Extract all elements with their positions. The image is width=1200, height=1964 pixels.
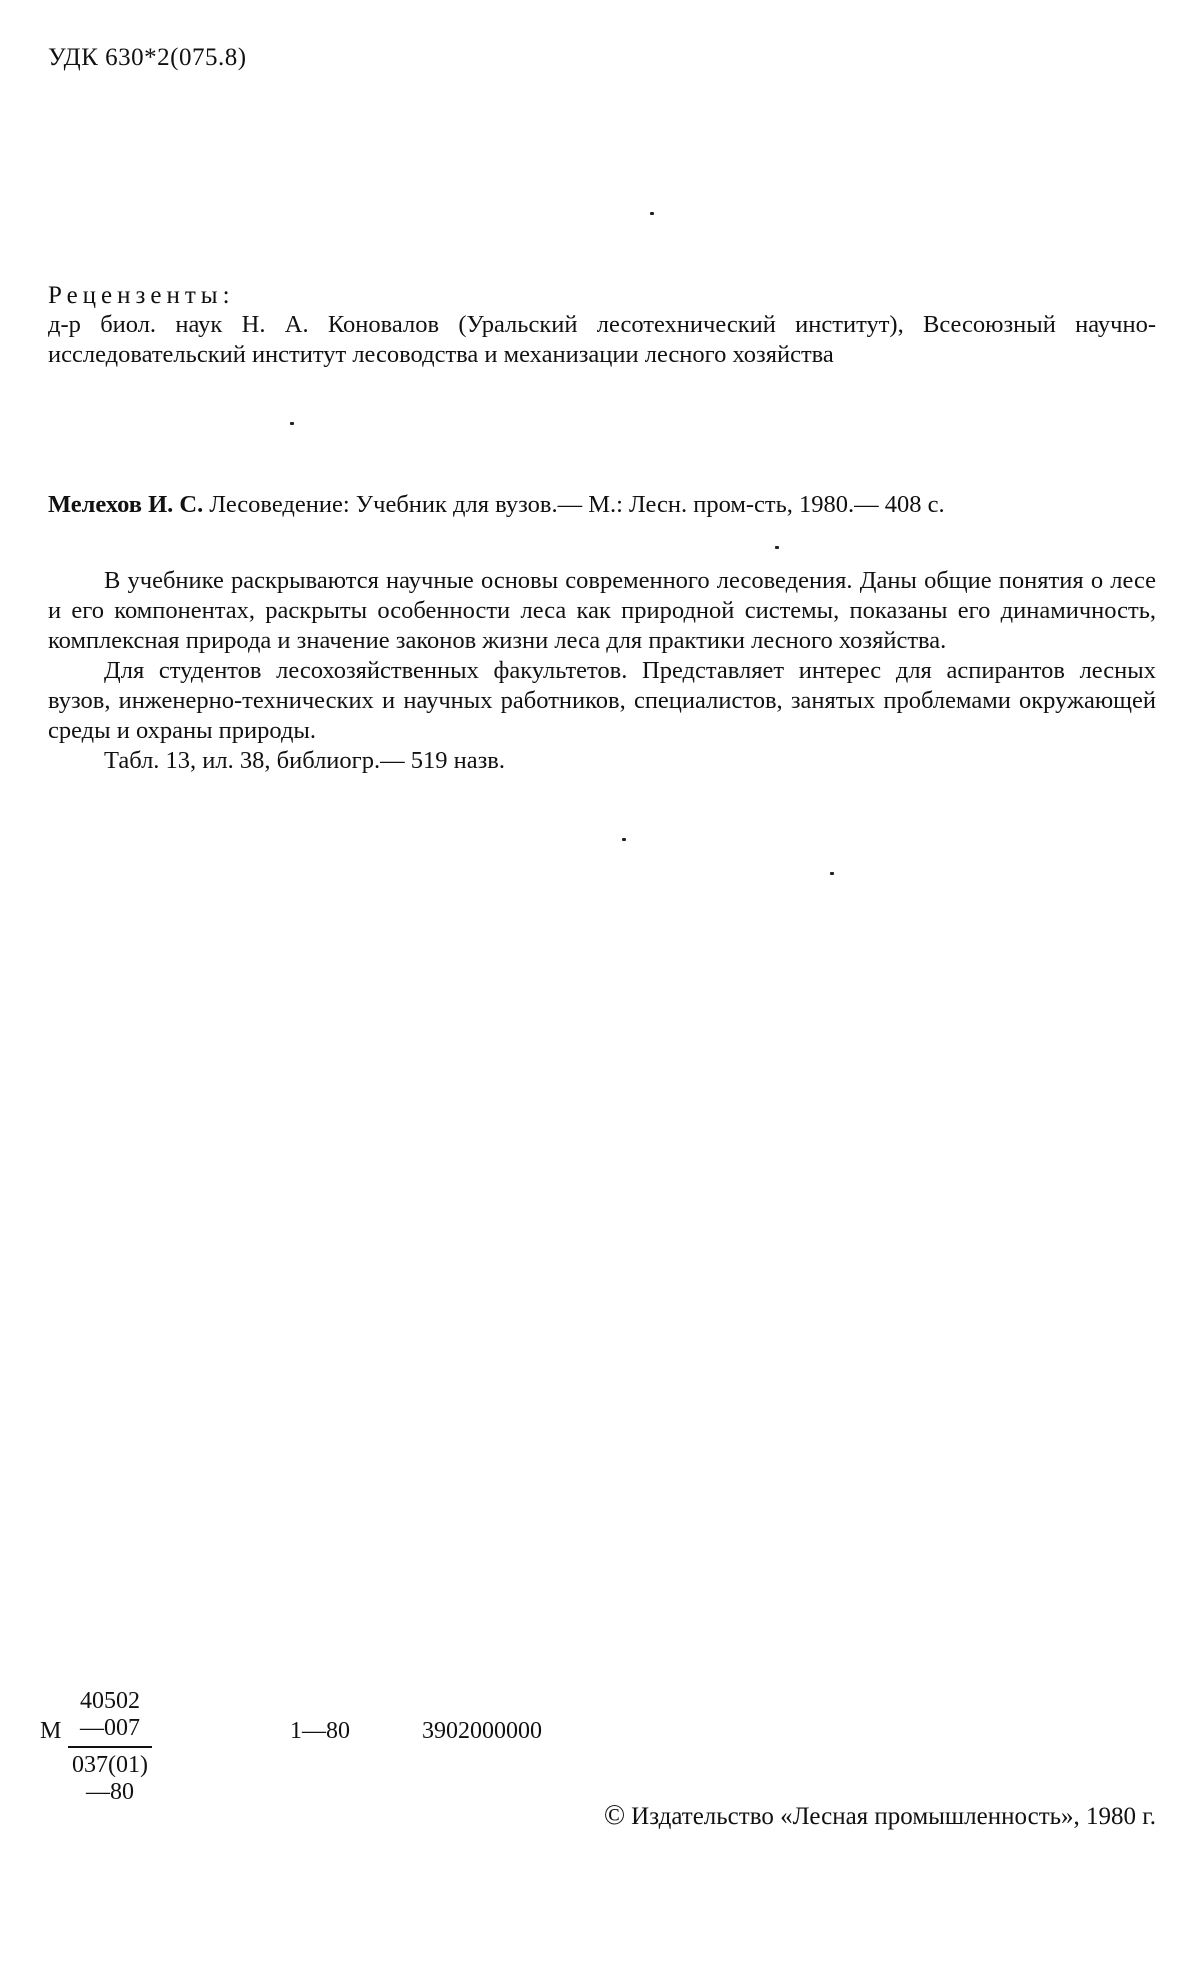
abstract [48, 566, 1156, 776]
scan-speck [290, 422, 294, 425]
bibliographic-details: Лесоведение: Учебник для вузов.— М.: Лесн. пром-сть, 1980.— 408 с. [203, 491, 945, 518]
bibliographic-record [48, 490, 1156, 520]
scan-speck [775, 546, 779, 549]
reviewers-heading: Рецензенты: [48, 282, 235, 309]
catalog-prefix: М [40, 1718, 62, 1744]
udk-code: УДК 630*2(075.8) [48, 44, 247, 71]
abstract-paragraph: Для студентов лесохозяйственных факультетов. Представляет интерес для аспирантов лесных вузов, инженерно-технических и научных работников, специалистов, занятых проблемами окружающей среды и охраны природы. [48, 657, 1156, 744]
catalog-suffix: 1—80 [290, 1718, 350, 1744]
copyright-text: Издательство «Лесная промышленность», 1980 г. [631, 1803, 1156, 1830]
scan-speck [622, 838, 626, 841]
catalog-denominator: 037(01)—80 [72, 1752, 148, 1805]
scan-speck [650, 212, 654, 215]
author-name: Мелехов И. С. [48, 491, 204, 518]
catalog-fraction [68, 1688, 152, 1806]
abstract-paragraph: Табл. 13, ил. 38, библиогр.— 519 назв. [104, 747, 505, 774]
copyright-icon: © [603, 1800, 626, 1831]
reviewers-text: д-р биол. наук Н. А. Коновалов (Уральский лесотехнический институт), Всесоюзный научно-исследовательский институт лесоводства и механизации лесного хозяйства [48, 311, 1156, 368]
catalog-numerator: 40502—007 [68, 1688, 152, 1748]
catalog-code: 3902000000 [422, 1718, 542, 1744]
abstract-paragraph: В учебнике раскрываются научные основы современного лесоведения. Даны общие понятия о лесе и его компонентах, раскрыты особенности леса как природной системы, показаны его динамичность, комплексная природа и значение законов жизни леса для практики лесного хозяйства. [48, 567, 1156, 654]
copyright-line [604, 1800, 1156, 1832]
scan-speck [830, 872, 834, 875]
